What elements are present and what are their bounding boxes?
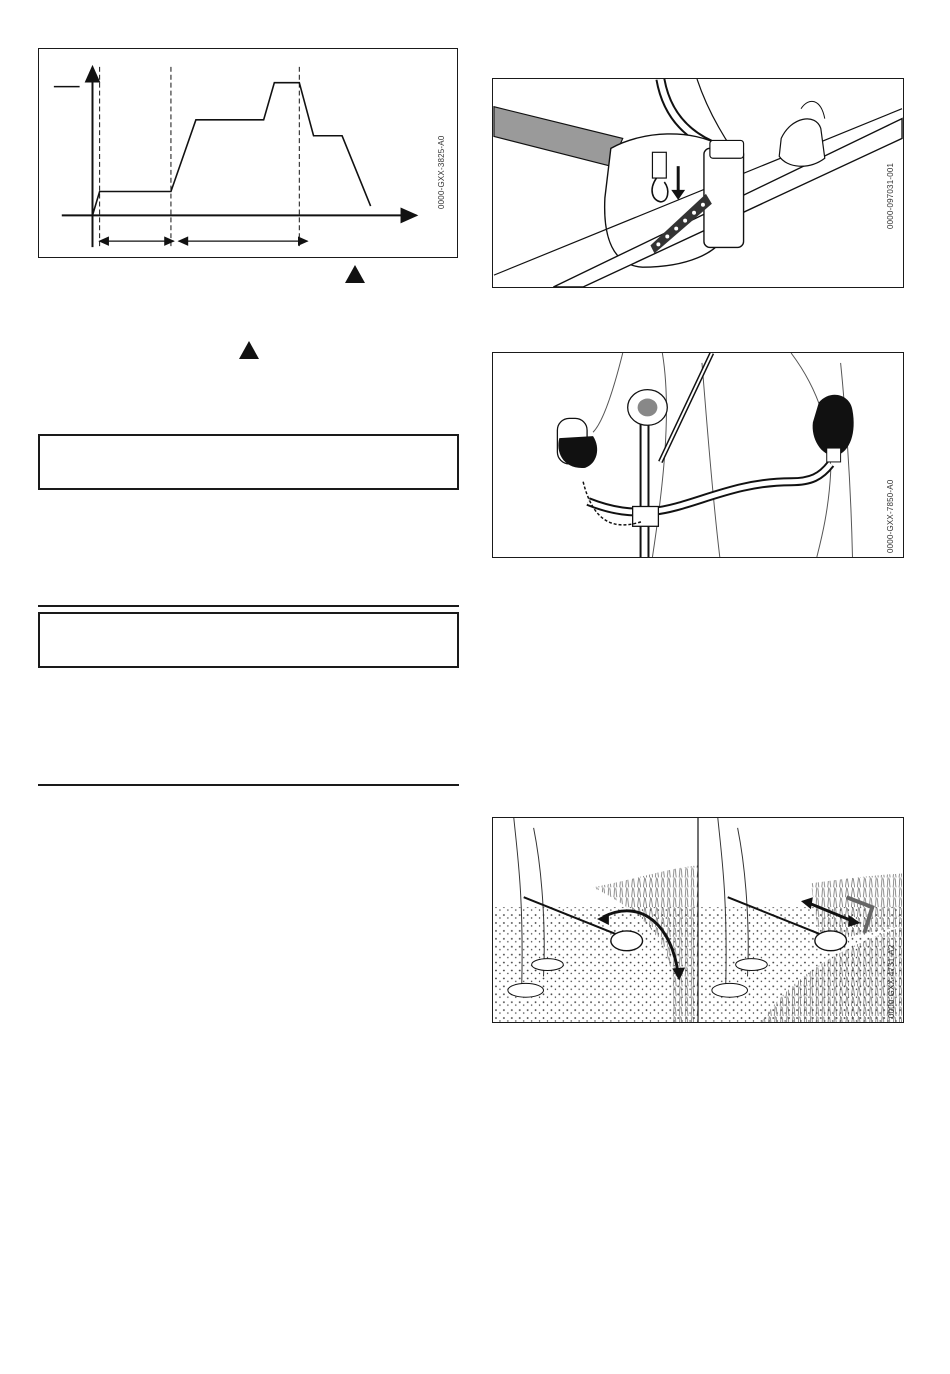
harness-hook-illustration	[492, 78, 904, 288]
section-rule	[38, 605, 459, 607]
warning-triangle-icon	[345, 265, 365, 283]
figure-code: 0000-GXX-3825-A0	[437, 135, 446, 209]
note-box	[38, 612, 459, 668]
operating-profile-graph	[38, 48, 458, 258]
figure-code: 0000-GXX-7850-A0	[886, 479, 895, 553]
reference-lines	[100, 67, 300, 247]
mowing-drawing	[493, 818, 903, 1022]
figure-code: 0000-097031-001	[886, 162, 895, 229]
note-box	[38, 434, 459, 490]
operator-handlebar-illustration	[492, 352, 904, 558]
section-rule	[38, 784, 459, 786]
operator-drawing	[493, 353, 903, 557]
warning-triangle-icon	[239, 341, 259, 359]
mowing-technique-illustration	[492, 817, 904, 1023]
figure-code: 0000-GXX-4731-A2	[887, 944, 896, 1018]
graph-canvas	[39, 49, 457, 257]
harness-drawing	[493, 79, 903, 287]
profile-line	[92, 83, 370, 216]
